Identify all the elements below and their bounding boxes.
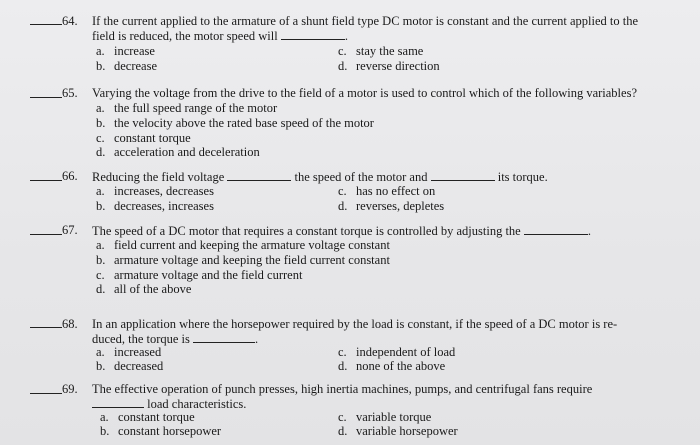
option-text: field current and keeping the armature voltage constant (114, 238, 390, 252)
option-text: reverses, depletes (356, 199, 445, 213)
option-letter: a. (96, 238, 105, 252)
fill-in-blank[interactable] (193, 331, 255, 343)
stem-line-2 (92, 396, 682, 411)
option-letter: d. (338, 424, 348, 438)
option-letter: c. (96, 268, 105, 282)
option-a[interactable] (96, 101, 277, 115)
stem-text: The speed of a DC motor that requires a constant torque is controlled by adjusting the (92, 224, 521, 238)
option-b[interactable] (96, 199, 214, 213)
stem-end: . (587, 224, 591, 238)
option-a[interactable] (96, 345, 161, 359)
option-text: decrease (114, 59, 158, 73)
option-letter: a. (96, 345, 105, 359)
option-text: acceleration and deceleration (114, 145, 260, 159)
option-a[interactable] (96, 184, 214, 198)
option-letter: c. (338, 345, 347, 359)
option-text: decreases, increases (114, 199, 214, 213)
option-b[interactable] (100, 424, 221, 438)
option-letter: d. (96, 282, 106, 296)
option-c[interactable] (338, 410, 431, 424)
option-a[interactable] (96, 44, 155, 58)
question-number: 65. (62, 86, 78, 100)
option-letter: a. (96, 101, 105, 115)
fill-in-blank[interactable] (227, 169, 291, 181)
question-stem (92, 14, 682, 43)
option-letter: d. (338, 199, 348, 213)
stem-end: . (255, 332, 259, 346)
option-b[interactable] (96, 116, 374, 130)
option-c[interactable] (338, 345, 455, 359)
stem-end: . (344, 29, 348, 43)
option-text: increases, decreases (114, 184, 214, 198)
answer-blank[interactable] (30, 24, 62, 25)
stem-line-1: In an application where the horsepower required by the load is constant, if the speed of a DC motor is re- (92, 317, 618, 331)
answer-blank[interactable] (30, 234, 62, 235)
option-text: none of the above (356, 359, 446, 373)
option-letter: b. (96, 59, 106, 73)
fill-in-blank[interactable] (92, 396, 144, 408)
option-c[interactable] (96, 131, 191, 145)
stem-line-1: If the current applied to the armature of a shunt field type DC motor is constant and the current applied to the (92, 14, 639, 28)
answer-blank[interactable] (30, 97, 62, 98)
option-a[interactable] (96, 238, 390, 252)
option-c[interactable] (338, 184, 435, 198)
option-d[interactable] (338, 359, 445, 373)
option-text: armature voltage and keeping the field current constant (114, 253, 390, 267)
question-number: 67. (62, 223, 78, 237)
question-stem (92, 223, 682, 238)
question-stem: Varying the voltage from the drive to the field of a motor is used to control which of the following variables? (92, 86, 637, 100)
option-letter: b. (96, 199, 106, 213)
question-number: 69. (62, 382, 78, 396)
question-number: 64. (62, 14, 78, 28)
option-letter: c. (96, 131, 105, 145)
option-letter: d. (96, 145, 106, 159)
option-text: stay the same (356, 44, 424, 58)
option-letter: c. (338, 410, 347, 424)
option-b[interactable] (96, 59, 157, 73)
option-text: the full speed range of the motor (114, 101, 278, 115)
option-letter: b. (96, 253, 106, 267)
option-letter: a. (96, 44, 105, 58)
stem-text: duced, the torque is (92, 332, 190, 346)
stem-text: its torque. (497, 170, 548, 184)
question-number: 68. (62, 317, 78, 331)
stem-line-2 (92, 28, 682, 43)
question-number: 66. (62, 169, 78, 183)
stem-text: load characteristics. (147, 397, 247, 411)
option-a[interactable] (100, 410, 195, 424)
option-text: decreased (114, 359, 164, 373)
stem-line-1: The effective operation of punch presses, high inertia machines, pumps, and centrifugal fans require (92, 382, 593, 396)
option-text: variable horsepower (356, 424, 458, 438)
option-letter: a. (100, 410, 109, 424)
stem-text: Reducing the field voltage (92, 170, 225, 184)
option-text: reverse direction (356, 59, 440, 73)
option-b[interactable] (96, 253, 390, 267)
option-c[interactable] (96, 268, 302, 282)
option-text: variable torque (356, 410, 432, 424)
option-letter: a. (96, 184, 105, 198)
question-stem (92, 169, 682, 184)
stem-line-2 (92, 331, 682, 346)
option-text: the velocity above the rated base speed of the motor (114, 116, 374, 130)
answer-blank[interactable] (30, 327, 62, 328)
option-text: has no effect on (356, 184, 436, 198)
stem-text: field is reduced, the motor speed will (92, 29, 278, 43)
option-d[interactable] (338, 199, 444, 213)
option-d[interactable] (338, 424, 458, 438)
option-text: increased (114, 345, 162, 359)
stem-text: the speed of the motor and (294, 170, 428, 184)
answer-blank[interactable] (30, 393, 62, 394)
option-letter: c. (338, 184, 347, 198)
answer-blank[interactable] (30, 180, 62, 181)
fill-in-blank[interactable] (431, 169, 495, 181)
option-text: all of the above (114, 282, 192, 296)
option-letter: c. (338, 44, 347, 58)
option-d[interactable] (96, 145, 260, 159)
option-letter: d. (338, 359, 348, 373)
option-letter: b. (96, 359, 106, 373)
option-text: armature voltage and the field current (114, 268, 303, 282)
option-letter: b. (96, 116, 106, 130)
option-b[interactable] (96, 359, 163, 373)
option-d[interactable] (338, 59, 440, 73)
question-stem (92, 382, 682, 411)
option-text: constant torque (118, 410, 195, 424)
fill-in-blank[interactable] (281, 28, 345, 40)
option-d[interactable] (96, 282, 191, 296)
option-text: constant torque (114, 131, 191, 145)
question-stem (92, 317, 682, 346)
option-text: increase (114, 44, 155, 58)
option-text: independent of load (356, 345, 456, 359)
option-c[interactable] (338, 44, 423, 58)
option-text: constant horsepower (118, 424, 222, 438)
option-letter: b. (100, 424, 110, 438)
option-letter: d. (338, 59, 348, 73)
fill-in-blank[interactable] (524, 223, 588, 235)
